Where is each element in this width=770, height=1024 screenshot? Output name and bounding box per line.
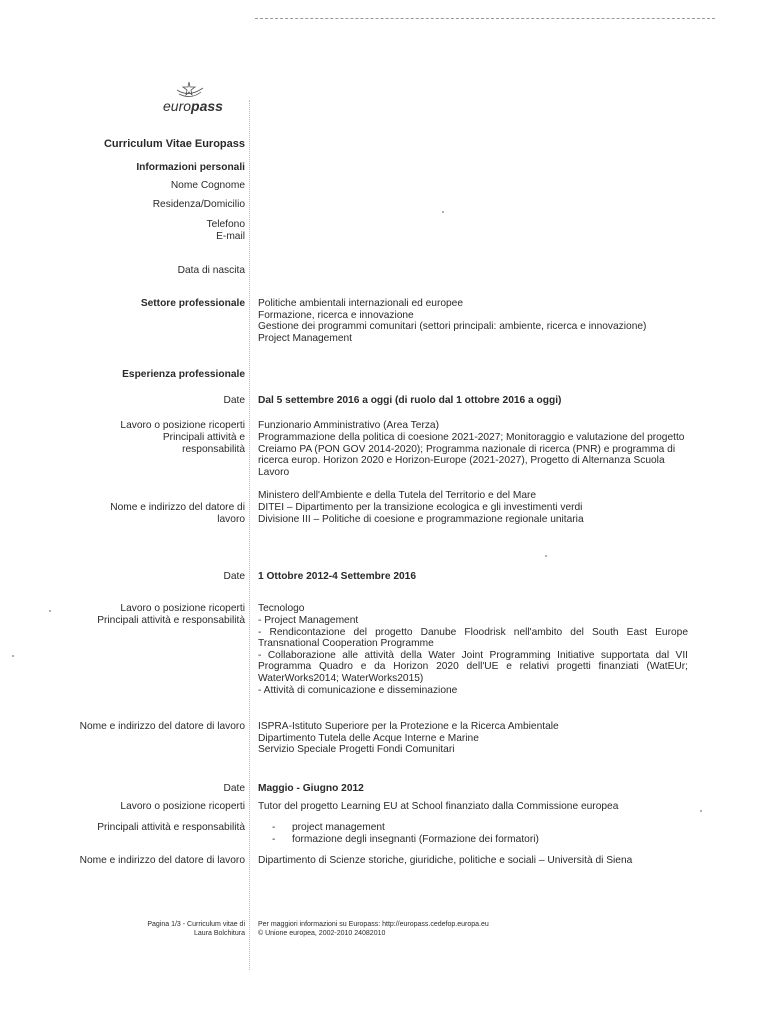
exp2-employer-line: Servizio Speciale Progetti Fondi Comunitari — [258, 744, 455, 756]
exp3-date-label: Date — [223, 783, 245, 794]
footer-author: Laura Bolchitura — [194, 929, 245, 937]
exp2-activities — [258, 615, 688, 696]
exp3-date: Maggio - Giugno 2012 — [258, 783, 364, 794]
sector-label: Settore professionale — [140, 298, 245, 309]
scan-edge-line — [255, 18, 715, 19]
column-separator — [249, 100, 250, 970]
exp3-employer-label: Nome e indirizzo del datore di lavoro — [79, 855, 245, 866]
exp2-date: 1 Ottobre 2012-4 Settembre 2016 — [258, 571, 416, 582]
europass-logo — [155, 80, 245, 120]
exp2-employer-lines — [258, 721, 688, 756]
scan-speck — [49, 610, 51, 612]
exp2-activity-item: - Attività di comunicazione e disseminazione — [258, 684, 458, 696]
exp3-position: Tutor del progetto Learning EU at School finanziato dalla Commissione europea — [258, 801, 619, 812]
exp1-position-label: Lavoro o posizione ricoperti — [120, 420, 245, 431]
exp2-position-label: Lavoro o posizione ricoperti — [120, 603, 245, 614]
cv-title: Curriculum Vitae Europass — [103, 138, 245, 150]
sector-line: Project Management — [258, 332, 353, 344]
exp1-position: Funzionario Amministrativo (Area Terza) — [258, 420, 439, 431]
footer-left — [147, 921, 245, 938]
sector-line: Gestione dei programmi comunitari (settori principali: ambiente, ricerca e innovazione) — [258, 321, 647, 333]
birth-label: Data di nascita — [177, 265, 245, 276]
exp2-position: Tecnologo — [258, 603, 305, 614]
exp1-activities-label-line2: responsabilità — [182, 443, 245, 455]
exp2-date-label: Date — [223, 571, 245, 582]
exp2-activity-item: - Collaborazione alle attività della Water Joint Programming Initiative supportata dal VII Programma Quadro e da Horizon 2020 dell'UE e relativi progetti finanziati (WatEUr; WaterWorks2014; WaterWorks2015) — [258, 649, 688, 684]
residence-label: Residenza/Domicilio — [152, 199, 245, 210]
exp1-activities-label-line1: Principali attività e — [162, 432, 245, 443]
exp2-activities-label: Principali attività e responsabilità — [97, 615, 245, 626]
exp1-date-label: Date — [223, 395, 245, 406]
exp1-employer-lines — [258, 502, 688, 525]
name-label: Nome Cognome — [170, 180, 245, 191]
exp3-activity-item: - formazione degli insegnanti (Formazione dei formatori) — [272, 834, 688, 846]
email-label: E-mail — [216, 231, 245, 242]
exp1-employer-line: DITEI – Dipartimento per la transizione ecologica e gli investimenti verdi — [258, 502, 583, 513]
footer-europass-info: Per maggiori informazioni su Europass: http://europass.cedefop.europa.eu — [258, 921, 489, 928]
scan-speck — [442, 211, 444, 213]
exp3-activities-label: Principali attività e responsabilità — [97, 822, 245, 833]
personal-heading: Informazioni personali — [136, 162, 245, 173]
footer-copyright: © Unione europea, 2002-2010 24082010 — [258, 929, 386, 937]
exp2-employer-line: Dipartimento Tutela delle Acque Interne e Marine — [258, 732, 479, 744]
exp1-employer-line: Divisione III – Politiche di coesione e programmazione regionale unitaria — [258, 513, 584, 525]
exp2-employer-label: Nome e indirizzo del datore di lavoro — [79, 721, 245, 732]
sector-line: Formazione, ricerca e innovazione — [258, 309, 414, 321]
exp2-employer-line: ISPRA-Istituto Superiore per la Protezione e la Ricerca Ambientale — [258, 721, 559, 732]
sector-list — [258, 298, 688, 344]
footer-page-info: Pagina 1/3 - Curriculum vitae di — [147, 921, 245, 928]
exp1-employer-line: Ministero dell'Ambiente e della Tutela del Territorio e del Mare — [258, 490, 537, 501]
exp2-activity-item: - Rendicontazione del progetto Danube Floodrisk nell'ambito del South East Europe Transnational Cooperation Programme — [258, 626, 688, 650]
footer-right — [258, 921, 688, 938]
exp3-position-label: Lavoro o posizione ricoperti — [120, 801, 245, 812]
experience-heading: Esperienza professionale — [122, 369, 245, 380]
exp3-activities — [258, 822, 688, 845]
exp1-employer-label-line1: Nome e indirizzo del datore di — [110, 502, 245, 513]
exp1-date: Dal 5 settembre 2016 a oggi (di ruolo dal 1 ottobre 2016 a oggi) — [258, 395, 562, 406]
phone-label: Telefono — [206, 219, 245, 230]
exp1-employer-label — [110, 502, 245, 525]
scan-speck — [12, 655, 14, 657]
exp3-employer: Dipartimento di Scienze storiche, giuridiche, politiche e sociali – Università di Siena — [258, 855, 633, 866]
exp1-activities-label — [163, 432, 245, 455]
exp1-activities: Programmazione della politica di coesione 2021-2027; Monitoraggio e valutazione del progetto Creiamo PA (PON GOV 2014-2020); Programma nazionale di ricerca (PNR) e programma di ricerca europ. Horizon 2020 e Horizon-Europe (2021-2027), Progetto di Alternanza Scuola Lavoro — [258, 432, 685, 478]
exp2-activity-item: - Project Management — [258, 615, 359, 626]
scan-speck — [700, 810, 702, 812]
exp3-activity-item: - project management — [272, 822, 688, 834]
europass-wordmark: europass — [163, 98, 223, 114]
scan-speck — [545, 555, 547, 557]
sector-line: Politiche ambientali internazionali ed europee — [258, 298, 464, 309]
exp1-employer-label-line2: lavoro — [217, 513, 245, 525]
